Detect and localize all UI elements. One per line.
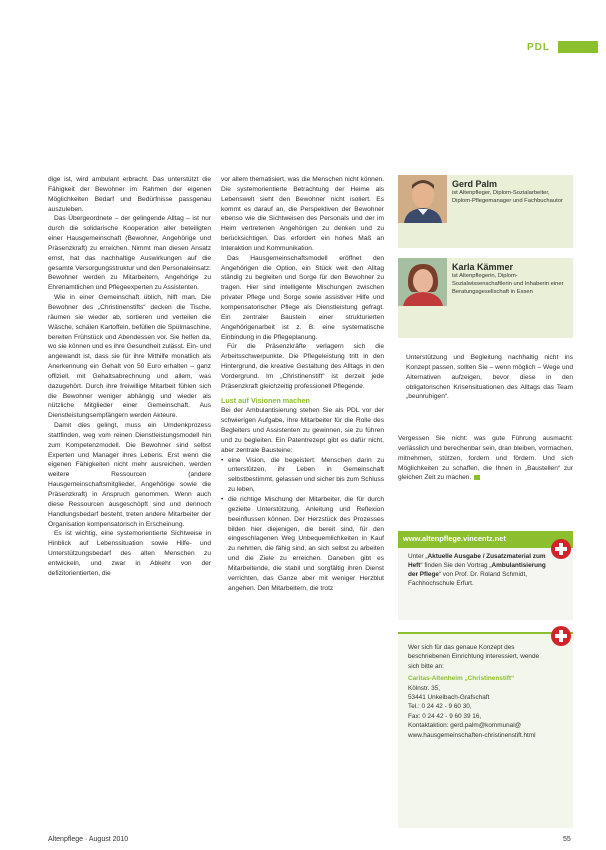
section-label: PDL bbox=[527, 41, 550, 53]
subheading: Lust auf Visionen machen bbox=[221, 395, 310, 405]
author-name: Karla Kämmer bbox=[452, 262, 514, 272]
bullet-list bbox=[221, 456, 384, 594]
paragraph-text: Vergessen Sie nicht: was gute Führung ausmacht: verlässlich und berechenbar sein, dran bleiben, vormachen, mitnehmen, stützen, fordern und fördern. Und sich Möglichkeiten zu schaffen, die Ihnen in „Baustellen“ zur gleichen Zeit zu machen. bbox=[398, 435, 573, 482]
plus-icon bbox=[551, 539, 571, 559]
text: Unter „ bbox=[408, 553, 428, 560]
contact-city: 53441 Unkelbach-Grafschaft bbox=[408, 694, 490, 702]
article-column-3-end bbox=[398, 434, 573, 483]
contact-street: Kölnstr. 35, bbox=[408, 684, 440, 692]
article-column-2 bbox=[221, 175, 384, 593]
paragraph: Wie in einer Gemeinschaft üblich, hilft man. Die Bewohner des „Christinenstifts“ decken die Tische, räumen sie wieder ab, sortieren und verteilen die Wäsche, schälen Kartoffeln, befüllen die Spülmaschine, bereiten Frühstück und Abendessen vor. Sie helfen da, wo sie können und es ihre Gesundheit zulässt. Ein- und angewandt ist, dass sie für ihre Mithilfe monatlich als Anerkennung ein Gehalt von 50 Euro erhalten – ganz offiziell, mit Gehaltsabrechnung und allem, was dazugehört. Durch ihre freiwillige Mitarbeit fühlen sich die Bewohner weniger abhängig und wieder als nützliche Mitglieder einer Gemeinschaft. Aus Dienstleistungsempfängern werden Akteure. bbox=[48, 294, 211, 420]
contact-text bbox=[398, 634, 573, 740]
page-number: 55 bbox=[563, 836, 571, 843]
bold-text: Ambulantisierung der Pflege bbox=[408, 562, 546, 578]
author-bio: ist Altenpflegerin, Diplom-Sozialwissenschaftlerin und Inhaberin einer Beratungsgesellschaft in Essen bbox=[452, 273, 564, 295]
section-tab bbox=[527, 40, 598, 54]
text: “ finden Sie den Vortrag „ bbox=[420, 562, 492, 569]
end-mark bbox=[474, 475, 480, 480]
paragraph bbox=[398, 434, 573, 483]
contact-info-box bbox=[398, 632, 573, 828]
author-name: Gerd Palm bbox=[452, 179, 498, 189]
paragraph: Das Übergeordnete – der gelingende Alltag – ist nur durch die solidarische Kooperation aller beteiligten einer Hausgemeinschaft (Bewohner, Angehörige und Präsenzkraft) zu erreichen. Nimmt man diesen Ansatz ernst, hat das nachhaltige Auswirkungen auf die gesamte Versorgungsstruktur und den Personaleinsatz: Bewohner werden zu Mitarbeitern, Angehörige zu Ehrenamtlichen und Pflegeexperten zu Assistenten. bbox=[48, 215, 211, 292]
author-photo-gerd-palm bbox=[398, 175, 447, 223]
author-info bbox=[452, 262, 570, 296]
section-color-bar bbox=[558, 41, 598, 53]
paragraph: Bei der Ambulantisierung stehen Sie als PDL vor der schwierigen Aufgabe, Ihre Mitarbeiter für die Rolle des Begleiters und Assistenten zu gewinnen, sie zu führen und zu begleiten. Ein Patentrezept gibt es dafür nicht, aber zentrale Bausteine: bbox=[221, 407, 384, 454]
article-column-3-top bbox=[398, 353, 573, 402]
author-bio: ist Altenpfleger, Diplom-Sozialarbeiter, Diplom-Pflegemanager und Fachbuchautor bbox=[452, 190, 563, 204]
paragraph: Für die Präsenzkräfte verlagern sich die Arbeitsschwerpunkte. Die Pflegeleistung tritt in den Hintergrund, die kreative Gestaltung des Alltags in den Vordergrund. Im „Christinenstift“ ist derzeit jede Präsenzkraft gleichzeitig professionell Pflegende. bbox=[221, 343, 384, 390]
author-photo-karla-kaemmer bbox=[398, 258, 447, 306]
plus-icon bbox=[551, 626, 571, 646]
author-info bbox=[452, 179, 570, 205]
contact-fax: Fax: 0 24 42 - 9 60 39 16, bbox=[408, 712, 482, 720]
contact-website[interactable]: www.hausgemeinschaften-christinenstift.html bbox=[408, 731, 536, 739]
paragraph: Damit dies gelingt, muss ein Umdenkprozess stattfinden, weg vom reinen Dienstleistungsmodell hin zum Kompetenzmodell. Die Bewohner sind selbst Experten und Manager ihres Lebens. Erst wenn die eigenen Fähigkeiten nicht mehr ausreichen, werden weitere Ressourcen (andere Hausgemeinschaftsmitglieder, Angehörige sowie die Präsenzkraft) in Anspruch genommen. Wenn auch diese Ressourcen ausgeschöpft sind und dennoch Handlungsbedarf besteht, treten andere Mitarbeiter der Organisation kompensatorisch in Erscheinung. bbox=[48, 422, 211, 528]
footer-publication: Altenpflege · August 2010 bbox=[48, 836, 129, 843]
online-info-box bbox=[398, 531, 573, 620]
author-box-gerd-palm bbox=[398, 175, 573, 248]
bold-text: Aktuelle Ausgabe / Zusatzmaterial zum Heft bbox=[408, 553, 546, 569]
paragraph: dige ist, wird ambulant erbracht. Das unterstützt die Fähigkeit der Bewohner im Rahmen der eigenen Möglichkeiten Bedarf und Bedürfnisse passgenau auszuleben. bbox=[48, 176, 211, 213]
website-link[interactable]: www.altenpflege.vincentz.net bbox=[398, 531, 573, 548]
text: “ von Prof. Dr. Roland Schmidt, Fachhochschule Erfurt. bbox=[408, 571, 527, 587]
online-info-text bbox=[398, 548, 573, 588]
list-item: • eine Vision, die begeistert: Menschen darin zu unterstützen, ihr Leben in Gemeinschaft selbstbestimmt, gelassen und sicher bis zum Schluss zu leben, bbox=[221, 456, 384, 495]
contact-email: Kontaktaktion: gerd.palm@kommunal@ bbox=[408, 722, 522, 730]
article-column-1 bbox=[48, 175, 211, 579]
paragraph: Unterstützung und Begleitung nachhaltig nicht ins Konzept passen, sollten Sie – wenn möglich – Wege und Alternativen aufzeigen, bevor diese in den obligatorischen Krisensituationen des Alltags das Team „beunruhigen“. bbox=[406, 354, 573, 401]
paragraph: vor allem thematisiert, was die Menschen nicht können. Die systemorientierte Betrachtung der Heime als Lebenswelt sieht den Bewohner nicht isoliert. Es kommt es darauf an, die Perspektiven der Bewohner ebenso wie die Sichtweisen des Personals und der im Heim vertretenen Angehörigen zu denken und zu berücksichtigen. Das erfordert ein hohes Maß an Interaktion und Kommunikation. bbox=[221, 176, 384, 252]
contact-intro: Wer sich für das genaue Konzept des beschriebenen Einrichtung interessiert, wende sich bitte an: bbox=[408, 644, 540, 670]
author-box-karla-kaemmer bbox=[398, 258, 573, 338]
contact-phone: Tel.: 0 24 42 - 9 60 30, bbox=[408, 703, 472, 711]
paragraph: Es ist wichtig, eine systemorientierte Sichtweise in Hinblick auf Lebenssituation sowie Hilfe- und Unterstützungsbedarf des alten Menschen zu entwickeln, und zwar in Abkehr von der defizitorientierten, die bbox=[48, 530, 211, 577]
contact-organization: Caritas-Altenheim „Christinenstift“ bbox=[408, 675, 515, 683]
list-item: • die richtige Mischung der Mitarbeiter, die für durch gezielte Unterstützung, Anleitung und Reflexion beeinflussen können. Der Herzstück des Prozesses bilden hier diejenigen, die bereit sind, für den eingeschlagenen Weg Unbequemlichkeiten in Kauf zu nehmen, die fähig sind, an sich selbst zu arbeiten und die Ziele zu erreichen. Daneben gibt es Mitarbeitende, die stabil und sorgfältig ihren Dienst verrichten, das Ganze aber mit weniger Herzblut angehen. Den Mitarbeitern, die trotz bbox=[221, 495, 384, 593]
paragraph: Das Hausgemeinschaftsmodell eröffnet den Angehörigen die Option, ein Stück weit den Alltag ständig zu begleiten und Sorge für den Bewohner zu tragen. Hier sind intelligente Mischungen zwischen privater Pflege und Sorge sowie assistiver Hilfe und kompensatorischer Pflege als Dienstleistung gefragt. Ein zentraler Baustein einer strukturierten Angehörigenarbeit ist z. B. eine systematische Einbindung in die Pflegeplanung. bbox=[221, 254, 384, 341]
